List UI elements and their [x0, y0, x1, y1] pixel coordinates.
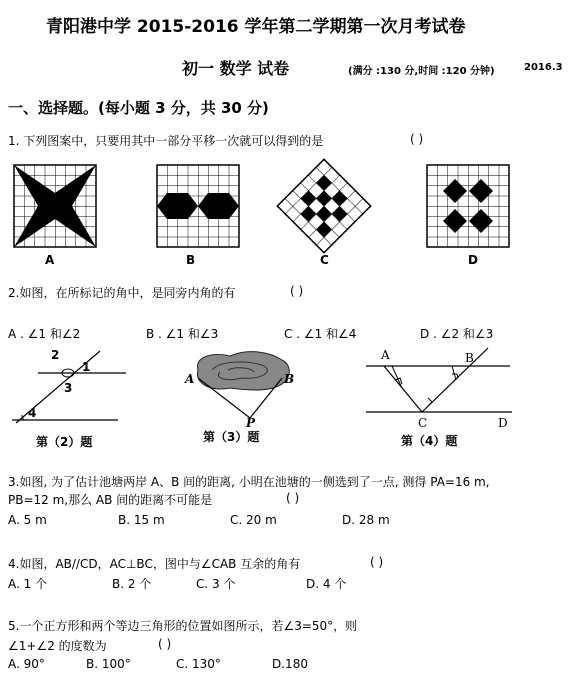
q2-bracket: ( ) — [290, 284, 304, 298]
figure-4-label-d: D — [498, 416, 508, 430]
q1-figure-b — [157, 165, 239, 247]
figure-3-label-b: B — [284, 372, 295, 386]
exam-meta: (满分 :130 分,时间 :120 分钟) — [348, 66, 495, 77]
q4-option-a: A. 1 个 — [8, 577, 48, 591]
q1-bracket: ( ) — [410, 132, 424, 146]
q3-option-d: D. 28 m — [342, 513, 390, 527]
q4-option-d: D. 4 个 — [306, 577, 347, 591]
q2-option-b: B . ∠1 和∠3 — [146, 327, 219, 341]
q5-option-b: B. 100° — [86, 657, 131, 671]
q4-bracket: ( ) — [370, 555, 384, 569]
figure-4-label-a: A — [381, 348, 390, 362]
q3-line1: 3.如图, 为了估计池塘两岸 A、B 间的距离, 小明在池塘的一侧选到了一点, 测得 PA=16 m, — [8, 475, 490, 489]
q1-option-b: B — [186, 253, 196, 267]
q5-option-d: D.180 — [272, 657, 308, 671]
figure-4-label-c: C — [418, 416, 428, 430]
q4-option-c: C. 3 个 — [196, 577, 236, 591]
q5-bracket: ( ) — [158, 637, 172, 651]
q1-option-c: C — [320, 253, 329, 267]
q5-option-a: A. 90° — [8, 657, 45, 671]
q1-option-d: D — [468, 253, 478, 267]
exam-date: 2016.3 — [524, 62, 563, 73]
q2-option-a: A . ∠1 和∠2 — [8, 327, 81, 341]
q3-option-b: B. 15 m — [118, 513, 165, 527]
q3-option-c: C. 20 m — [230, 513, 277, 527]
q4-option-b: B. 2 个 — [112, 577, 152, 591]
figure-4-label-b: B — [465, 351, 474, 365]
q2-option-d: D . ∠2 和∠3 — [420, 327, 494, 341]
q5-line1: 5.一个正方形和两个等边三角形的位置如图所示，若∠3=50°，则 — [8, 619, 358, 633]
figure-3-diagram — [190, 348, 300, 433]
q5-line2: ∠1+∠2 的度数为 — [8, 639, 107, 653]
q1-option-a: A — [45, 253, 55, 267]
q4-text: 4.如图，AB//CD，AC⊥BC，图中与∠CAB 互余的角有 — [8, 557, 301, 571]
figure-3-label-p: P — [246, 416, 256, 430]
section-heading: 一、选择题。(每小题 3 分，共 30 分) — [8, 99, 269, 117]
figure-2-label-4: 4 — [28, 406, 37, 420]
q1-figure-a — [14, 165, 96, 247]
figure-3-caption: 第（3）题 — [203, 430, 260, 444]
figure-2-label-3: 3 — [64, 381, 73, 395]
figure-2-label-1: 1 — [82, 360, 91, 374]
figure-2-label-2: 2 — [51, 348, 60, 362]
q3-option-a: A. 5 m — [8, 513, 47, 527]
q3-line2: PB=12 m,那么 AB 间的距离不可能是 — [8, 493, 213, 507]
q1-figure-c — [274, 158, 374, 254]
exam-title: 青阳港中学 2015-2016 学年第二学期第一次月考试卷 — [46, 17, 466, 37]
figure-3-label-a: A — [185, 372, 195, 386]
q1-text: 1. 下列图案中，只要用其中一部分平移一次就可以得到的是 — [8, 134, 324, 148]
q3-bracket: ( ) — [286, 491, 300, 505]
q2-text: 2.如图，在所标记的角中，是同旁内角的有 — [8, 286, 236, 300]
figure-2-caption: 第（2）题 — [36, 435, 93, 449]
q5-option-c: C. 130° — [176, 657, 221, 671]
figure-4-caption: 第（4）题 — [401, 434, 458, 448]
q1-figure-d — [427, 165, 509, 247]
exam-subtitle: 初一 数学 试卷 — [182, 59, 290, 78]
q2-option-c: C . ∠1 和∠4 — [284, 327, 357, 341]
